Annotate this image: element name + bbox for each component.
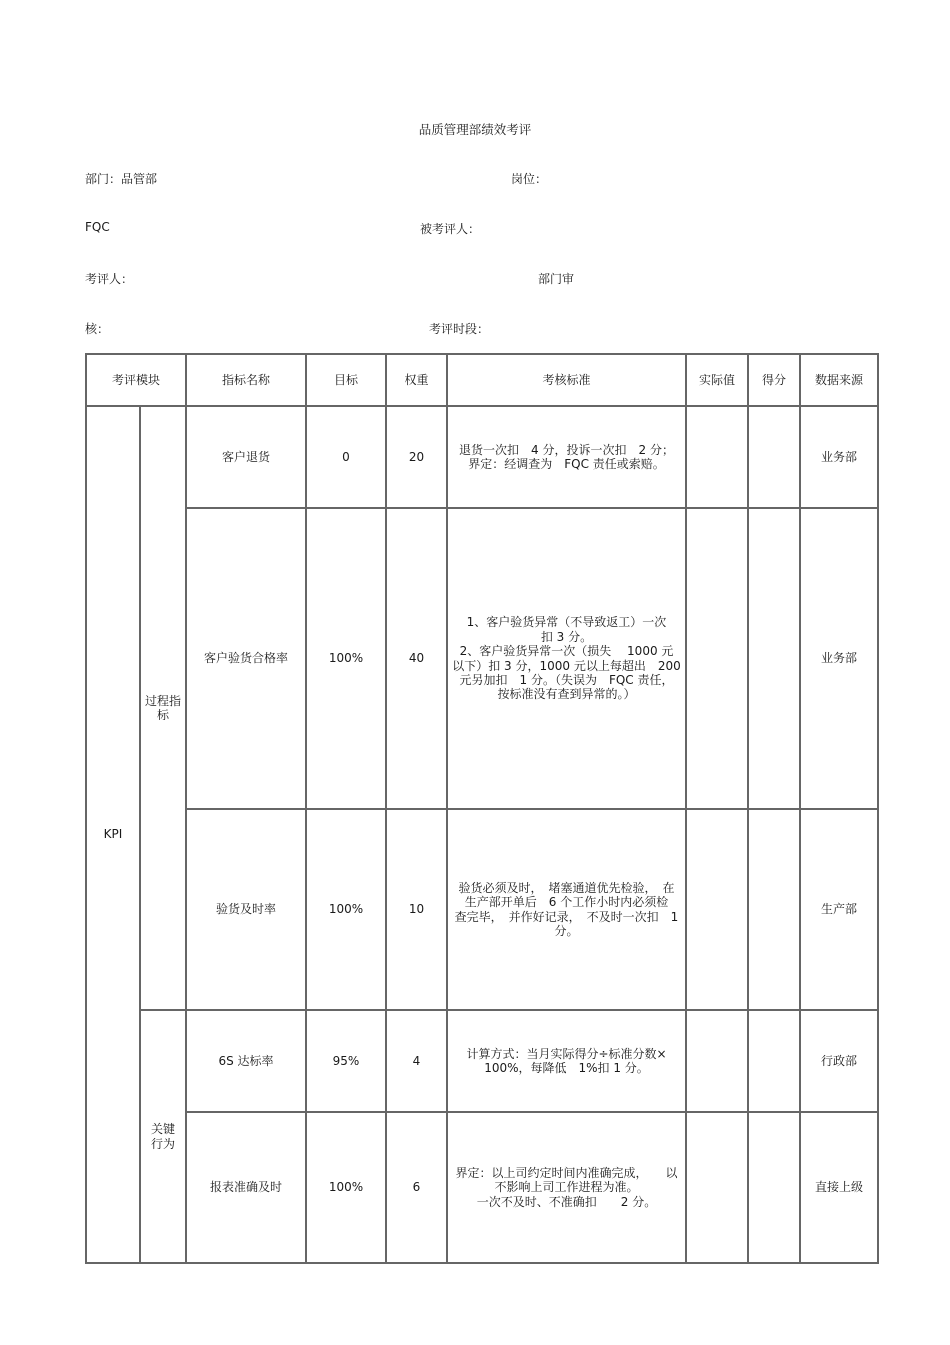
standard-line: 元另加扣 1 分。（失误为 FQC 责任， <box>459 672 674 687</box>
table-row <box>87 1113 879 1264</box>
standard-text <box>448 810 687 1011</box>
data-source: 直接上级 <box>801 1113 879 1264</box>
department-review-label: 部门审 <box>538 272 575 286</box>
standard-text <box>448 1011 687 1113</box>
standard-line: 界定：以上司约定时间内准确完成， 以 <box>455 1165 678 1180</box>
header-indicator: 指标名称 <box>187 355 307 407</box>
header-target: 目标 <box>307 355 387 407</box>
standard-text <box>448 509 687 810</box>
standard-line: 退货一次扣 4 分，投诉一次扣 2 分； <box>459 442 674 457</box>
score-value <box>749 1113 801 1264</box>
score-value <box>749 509 801 810</box>
header-score: 得分 <box>749 355 801 407</box>
standard-line: 计算方式：当月实际得分÷标准分数× <box>466 1046 667 1061</box>
standard-line: 分。 <box>554 923 579 938</box>
evaluator-label: 考评人： <box>85 272 134 286</box>
standard-line: 扣 3 分。 <box>540 629 593 644</box>
score-value <box>749 1011 801 1113</box>
actual-value <box>687 1011 749 1113</box>
actual-value <box>687 407 749 509</box>
standard-text <box>448 407 687 509</box>
standard-text <box>448 1113 687 1264</box>
indicator-name: 6S 达标率 <box>187 1011 307 1113</box>
weight-value: 20 <box>387 407 448 509</box>
table-header-row <box>87 355 879 407</box>
group-process-line: 标 <box>156 708 169 722</box>
standard-line: 生产部开单后 6 个工作小时内必须检 <box>464 895 669 910</box>
header-weight: 权重 <box>387 355 448 407</box>
header-source: 数据来源 <box>801 355 879 407</box>
header-standard: 考核标准 <box>448 355 687 407</box>
standard-line: 100%，每降低 1%扣 1 分。 <box>484 1061 649 1075</box>
data-source: 业务部 <box>801 407 879 509</box>
data-source: 业务部 <box>801 509 879 810</box>
module-kpi: KPI <box>87 407 141 1264</box>
weight-value: 4 <box>387 1011 448 1113</box>
verify-label: 核： <box>85 322 110 336</box>
kpi-table <box>85 353 879 1264</box>
evaluated-person-label: 被考评人： <box>420 222 481 236</box>
indicator-name: 验货及时率 <box>187 810 307 1011</box>
actual-value <box>687 509 749 810</box>
table-row <box>87 509 879 810</box>
header-actual: 实际值 <box>687 355 749 407</box>
target-value: 0 <box>307 407 387 509</box>
actual-value <box>687 810 749 1011</box>
group-behavior-line: 行为 <box>150 1136 175 1151</box>
standard-line: 1、客户验货异常（不导致返工）一次 <box>466 615 667 630</box>
standard-line: 按标准没有查到异常的。） <box>497 687 636 702</box>
score-value <box>749 407 801 509</box>
data-source: 行政部 <box>801 1011 879 1113</box>
target-value: 100% <box>307 810 387 1011</box>
indicator-name: 客户退货 <box>187 407 307 509</box>
standard-line: 验货必须及时， 堵塞通道优先检验， 在 <box>458 880 675 895</box>
standard-line: 2、客户验货异常一次（损失 1000 元 <box>459 644 674 659</box>
standard-line: 不影响上司工作进程为准。 <box>494 1180 639 1195</box>
score-value <box>749 810 801 1011</box>
table-row <box>87 810 879 1011</box>
group-behavior <box>141 1011 187 1264</box>
header-module: 考评模块 <box>87 355 187 407</box>
indicator-name: 报表准确及时 <box>187 1113 307 1264</box>
indicator-name: 客户验货合格率 <box>187 509 307 810</box>
data-source: 生产部 <box>801 810 879 1011</box>
weight-value: 40 <box>387 509 448 810</box>
standard-line: 以下）扣 3 分，1000 元以上每超出 200 <box>452 658 681 673</box>
table-row <box>87 407 879 509</box>
department-label: 部门：品管部 <box>85 172 158 186</box>
page-title: 品质管理部绩效考评 <box>418 122 532 137</box>
standard-line: 一次不及时、不准确扣 2 分。 <box>476 1194 657 1209</box>
actual-value <box>687 1113 749 1264</box>
target-value: 100% <box>307 509 387 810</box>
position-label: 岗位： <box>511 172 548 186</box>
table-row <box>87 1011 879 1113</box>
evaluation-period-label: 考评时段： <box>429 322 490 336</box>
standard-line: 查完毕， 并作好记录， 不及时一次扣 1 <box>454 909 679 924</box>
group-behavior-line: 关键 <box>150 1122 175 1137</box>
standard-line: 界定：经调查为 FQC 责任或索赔。 <box>468 457 665 471</box>
group-process <box>141 407 187 1011</box>
group-process-line: 过程指 <box>144 693 181 708</box>
target-value: 100% <box>307 1113 387 1264</box>
fqc-label: FQC <box>85 220 110 234</box>
weight-value: 6 <box>387 1113 448 1264</box>
weight-value: 10 <box>387 810 448 1011</box>
target-value: 95% <box>307 1011 387 1113</box>
